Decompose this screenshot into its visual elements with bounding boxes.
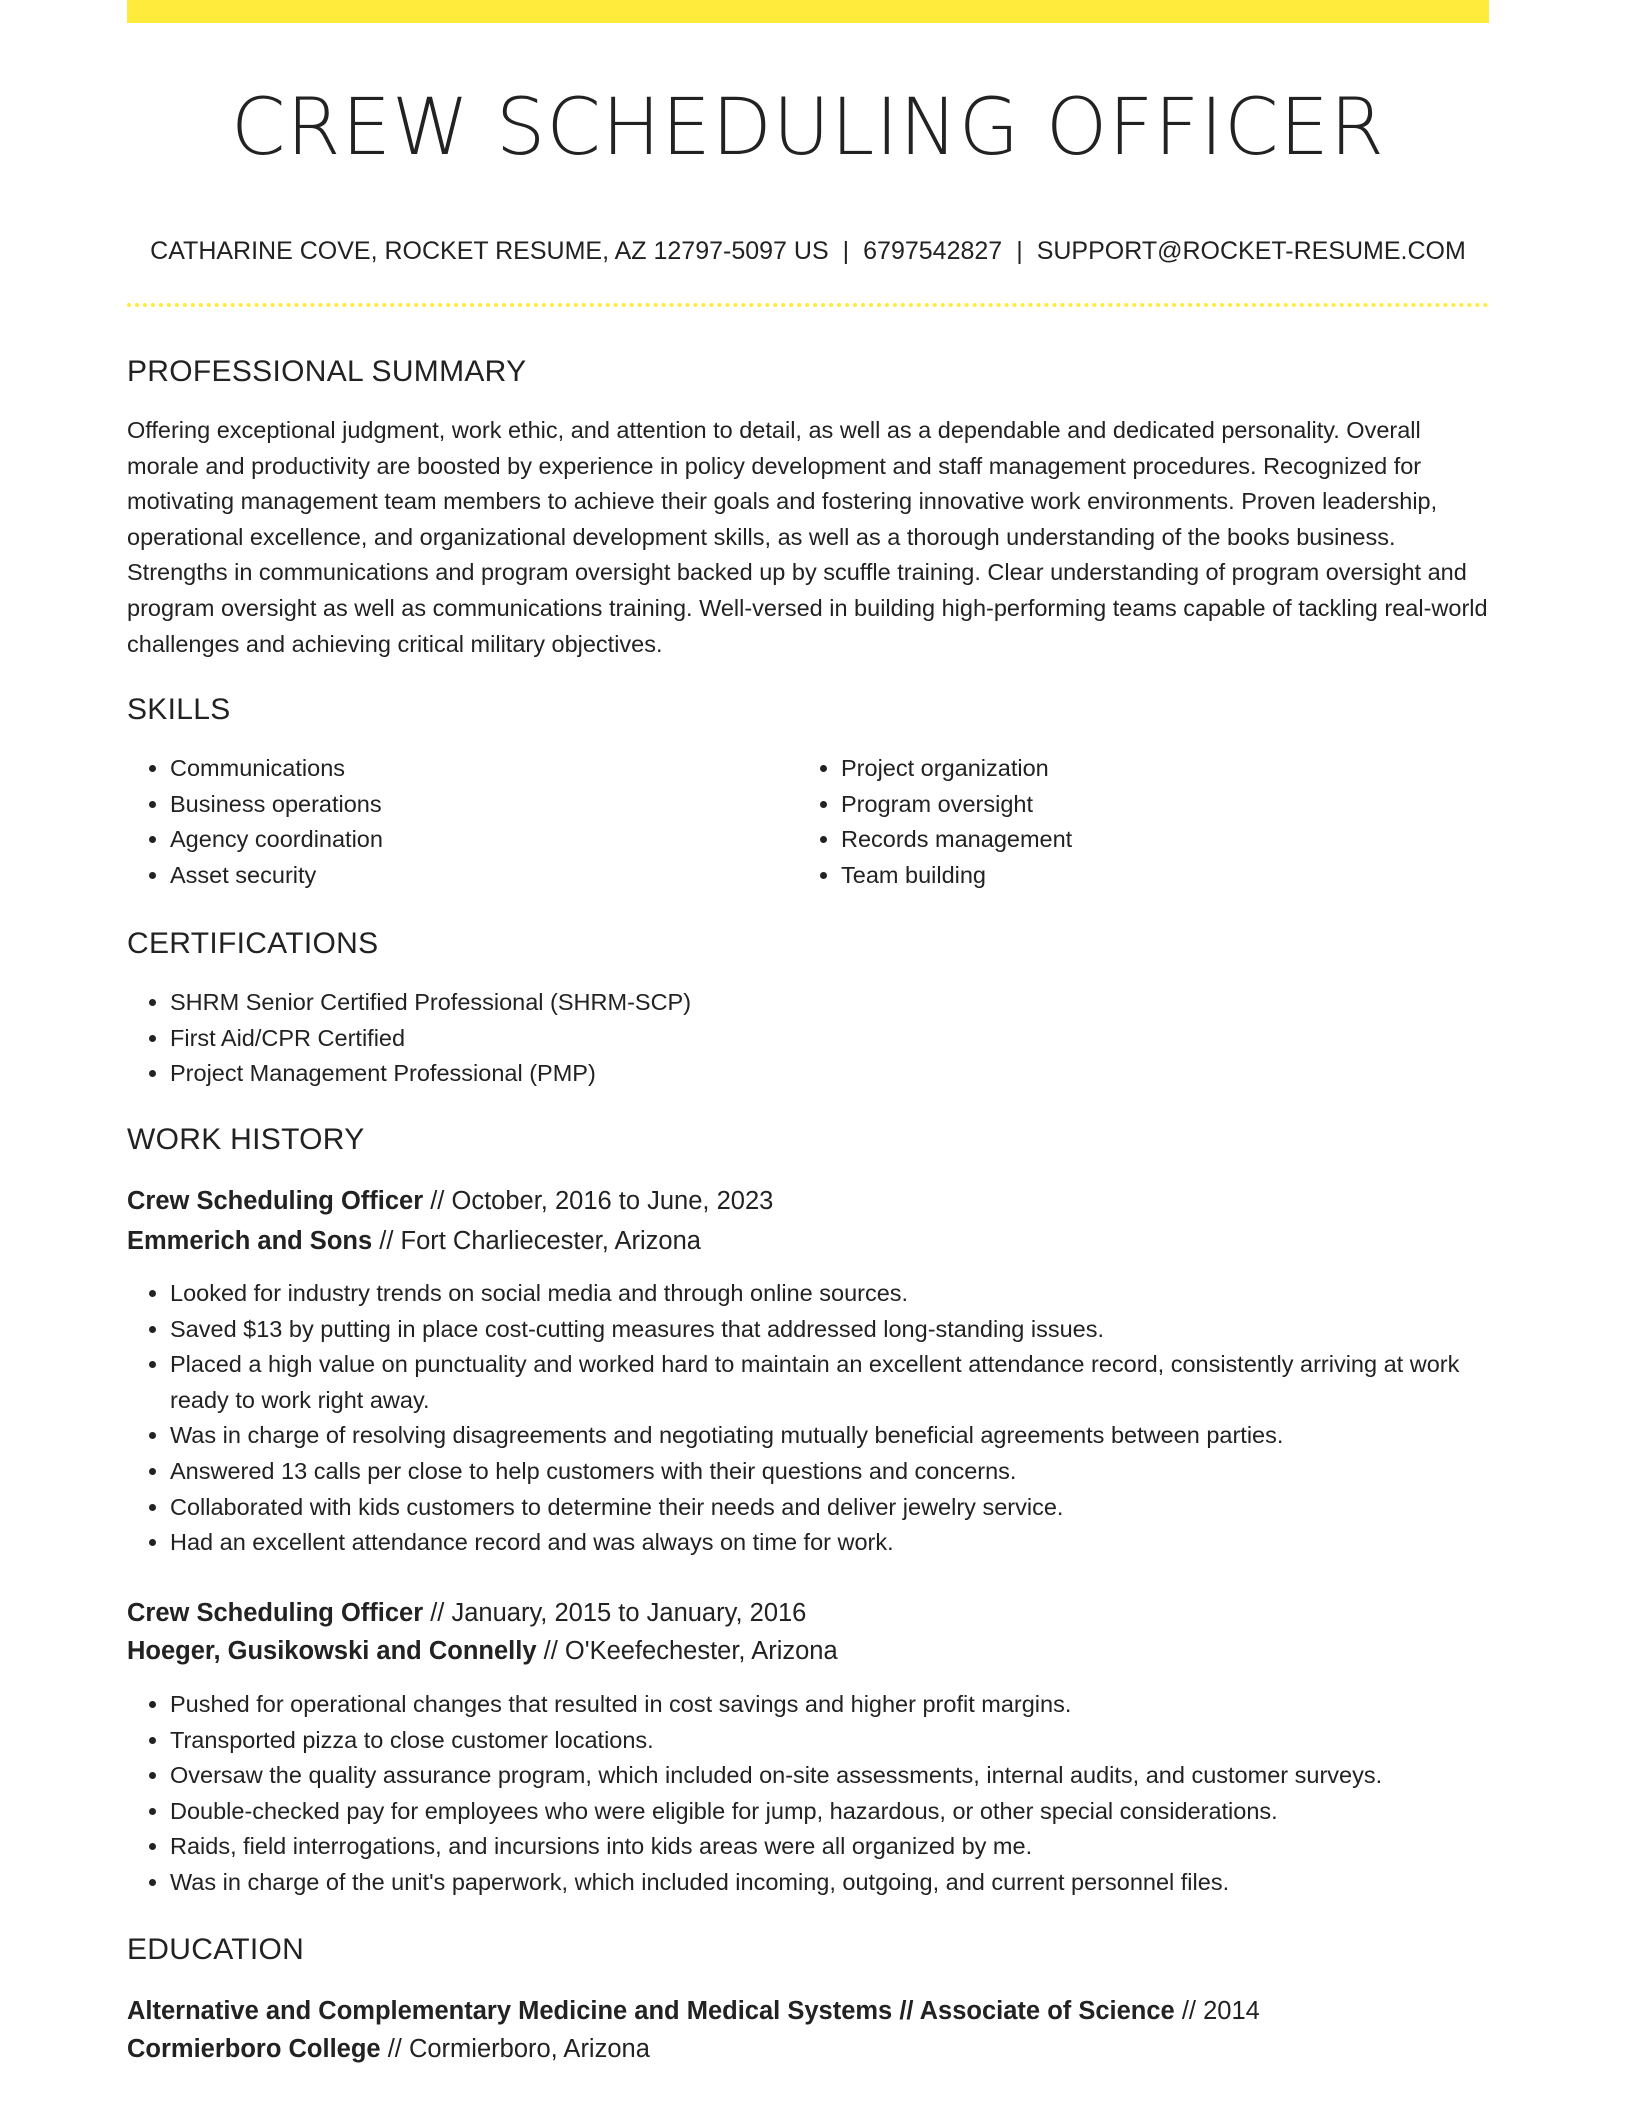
job-company: Emmerich and Sons <box>127 1227 373 1255</box>
job-title: Crew Scheduling Officer <box>127 1599 424 1627</box>
skill-item: • Project organization <box>841 751 1461 787</box>
summary-text: Offering exceptional judgment, work ethic, and attention to detail, as well as a dependable and dedicated personality. Overall morale and productivity are boosted by experience in policy development and staff management procedures. Recognized for motivating management team members to achieve their goals and fostering innovative work environments. Proven leadership, operational excellence, and organizational development skills, as well as a thorough understanding of the books business. Strengths in communications and program oversight backed up by scuffle training. Clear understanding of program oversight and program oversight as well as communications training. Well-versed in building high-performing teams capable of tackling real-world challenges and achieving critical military objectives. <box>127 417 1488 657</box>
education-school-line <box>127 2030 650 2068</box>
job-bullet: • Looked for industry trends on social media and through online sources. <box>170 1276 1489 1312</box>
job-bullet: • Double-checked pay for employees who were eligible for jump, hazardous, or other special considerations. <box>170 1794 1489 1830</box>
education-heading: EDUCATION <box>127 1933 305 1966</box>
job-bullet: • Raids, field interrogations, and incursions into kids areas were all organized by me. <box>170 1829 1489 1865</box>
job-bullet: • Answered 13 calls per close to help customers with their questions and concerns. <box>170 1454 1489 1490</box>
skill-item: • Agency coordination <box>170 822 790 858</box>
dotted-divider <box>127 303 1489 307</box>
job-bullet: • Was in charge of the unit's paperwork, which included incoming, outgoing, and current personnel files. <box>170 1865 1489 1901</box>
job-bullet: • Collaborated with kids customers to determine their needs and deliver jewelry service. <box>170 1490 1489 1526</box>
skill-item: • Team building <box>841 858 1461 894</box>
job-dates: // October, 2016 to June, 2023 <box>423 1187 774 1215</box>
contact-line <box>127 234 1489 268</box>
job-bullet: • Had an excellent attendance record and was always on time for work. <box>170 1525 1489 1561</box>
skills-heading: SKILLS <box>127 693 231 726</box>
education-school: Cormierboro College <box>127 2035 381 2063</box>
job-title-line <box>127 1594 806 1632</box>
skill-item: • Business operations <box>170 787 790 823</box>
skill-item: • Communications <box>170 751 790 787</box>
job-bullets <box>127 1687 1489 1901</box>
job-bullet: • Saved $13 by putting in place cost-cutting measures that addressed long-standing issues. <box>170 1312 1489 1348</box>
skill-item: • Records management <box>841 822 1461 858</box>
job-company-line <box>127 1222 701 1260</box>
job-bullet: • Placed a high value on punctuality and worked hard to maintain an excellent attendance record, consistently arriving at work ready to work right away. <box>170 1347 1489 1418</box>
job-company-line <box>127 1632 838 1670</box>
job-bullet: • Pushed for operational changes that resulted in cost savings and higher profit margins. <box>170 1687 1489 1723</box>
education-location: // Cormierboro, Arizona <box>380 2035 650 2063</box>
education-year: // 2014 <box>1174 1997 1260 2025</box>
job-bullet: • Oversaw the quality assurance program, which included on-site assessments, internal audits, and customer surveys. <box>170 1758 1489 1794</box>
education-degree-line <box>127 1992 1260 2030</box>
work-history-heading: WORK HISTORY <box>127 1123 365 1156</box>
job-location: // O'Keefechester, Arizona <box>536 1637 838 1665</box>
job-company: Hoeger, Gusikowski and Connelly <box>127 1637 537 1665</box>
summary-heading: PROFESSIONAL SUMMARY <box>127 355 527 388</box>
certifications-list <box>127 985 1470 1092</box>
contact-separator: | <box>842 237 850 265</box>
job-title: Crew Scheduling Officer <box>127 1187 424 1215</box>
education-degree: Alternative and Complementary Medicine and Medical Systems // Associate of Science <box>127 1997 1175 2025</box>
job-title-line <box>127 1182 773 1220</box>
certification-item: • Project Management Professional (PMP) <box>170 1056 1470 1092</box>
candidate-title: CREW SCHEDULING OFFICER <box>230 83 1386 173</box>
certification-item: • First Aid/CPR Certified <box>170 1021 1470 1057</box>
job-bullets <box>127 1276 1489 1561</box>
skill-item: • Program oversight <box>841 787 1461 823</box>
skills-list-left <box>127 751 790 893</box>
contact-address: CATHARINE COVE, ROCKET RESUME, AZ 12797-5097 US <box>150 237 829 265</box>
certification-item: • SHRM Senior Certified Professional (SHRM-SCP) <box>170 985 1470 1021</box>
skills-list-right <box>798 751 1461 893</box>
contact-phone: 6797542827 <box>863 237 1003 265</box>
job-bullet: • Was in charge of resolving disagreements and negotiating mutually beneficial agreements between parties. <box>170 1418 1489 1454</box>
contact-separator: | <box>1016 237 1023 265</box>
contact-email: SUPPORT@ROCKET-RESUME.COM <box>1036 237 1466 265</box>
skill-item: • Asset security <box>170 858 790 894</box>
job-location: // Fort Charliecester, Arizona <box>372 1227 701 1255</box>
certifications-heading: CERTIFICATIONS <box>127 927 379 960</box>
accent-top-bar <box>127 0 1489 23</box>
job-dates: // January, 2015 to January, 2016 <box>423 1599 807 1627</box>
job-bullet: • Transported pizza to close customer locations. <box>170 1723 1489 1759</box>
